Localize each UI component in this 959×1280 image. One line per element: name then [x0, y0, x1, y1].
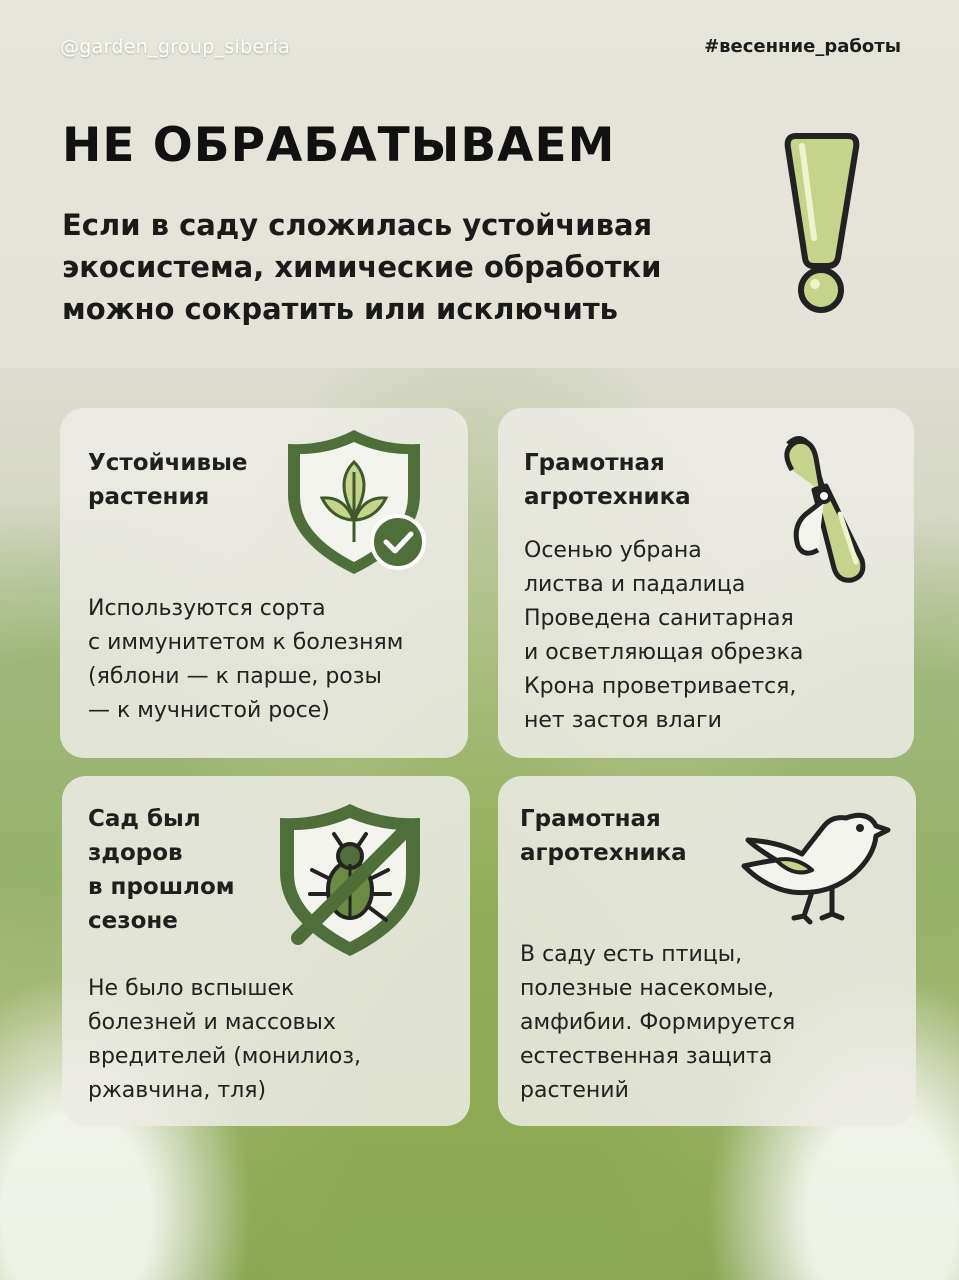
card-body-line: растений	[520, 1078, 629, 1103]
card-body-line: вредителей (монилиоз,	[88, 1044, 362, 1069]
card-body-line: нет застоя влаги	[524, 708, 722, 733]
card-body-line: (яблони — к парше, розы	[88, 664, 382, 689]
card-body-line: болезней и массовых	[88, 1010, 336, 1035]
card-body	[520, 938, 795, 1108]
hashtag: #весенние_работы	[704, 36, 901, 57]
card-body	[88, 592, 403, 728]
card-title-line: Грамотная	[524, 450, 665, 476]
card-title-line: в прошлом	[88, 874, 235, 900]
card-body-line: полезные насекомые,	[520, 976, 775, 1001]
card-title-line: растения	[88, 484, 210, 510]
card-title	[88, 446, 247, 514]
card-body-line: с иммунитетом к болезням	[88, 630, 404, 655]
card-title-line: сезоне	[88, 908, 178, 934]
bird-icon	[736, 796, 892, 926]
card-body-line: Не было вспышек	[88, 976, 295, 1001]
card-body-line: амфибии. Формируется	[520, 1010, 796, 1035]
subtitle-line: экосистема, химические обработки	[62, 250, 662, 284]
subtitle-line: можно сократить или исключить	[62, 292, 619, 326]
exclamation-icon	[778, 128, 864, 316]
leaf-shield-check-icon	[284, 424, 434, 580]
card-body-line: естественная защита	[520, 1044, 773, 1069]
card-body	[524, 534, 803, 738]
card-body-line: ржавчина, тля)	[88, 1078, 267, 1103]
card-body	[88, 972, 361, 1108]
card-body-line: листва и падалица	[524, 572, 746, 597]
page-title: НЕ ОБРАБАТЫВАЕМ	[62, 118, 616, 173]
card-title-line: Устойчивые	[88, 450, 248, 476]
card-title	[520, 802, 687, 870]
subtitle-line: Если в саду сложилась устойчивая	[62, 208, 653, 242]
card-title-line: агротехника	[524, 484, 691, 510]
card-title-line: агротехника	[520, 840, 687, 866]
card-title-line: здоров	[88, 840, 183, 866]
card-title-line: Грамотная	[520, 806, 661, 832]
card-title-line: Сад был	[88, 806, 201, 832]
card-body-line: и осветляющая обрезка	[524, 640, 804, 665]
card-body-line: Используются сорта	[88, 596, 326, 621]
card-body-line: — к мучнистой росе)	[88, 698, 330, 723]
card-body-line: Крона проветривается,	[524, 674, 797, 699]
page-subtitle	[62, 204, 762, 330]
card-title	[88, 802, 235, 938]
account-handle: @garden_group_siberia	[60, 36, 291, 58]
card-body-line: Проведена санитарная	[524, 606, 794, 631]
card-body-line: В саду есть птицы,	[520, 942, 743, 967]
card-body-line: Осенью убрана	[524, 538, 702, 563]
card-title	[524, 446, 691, 514]
no-bug-shield-icon	[270, 798, 430, 962]
